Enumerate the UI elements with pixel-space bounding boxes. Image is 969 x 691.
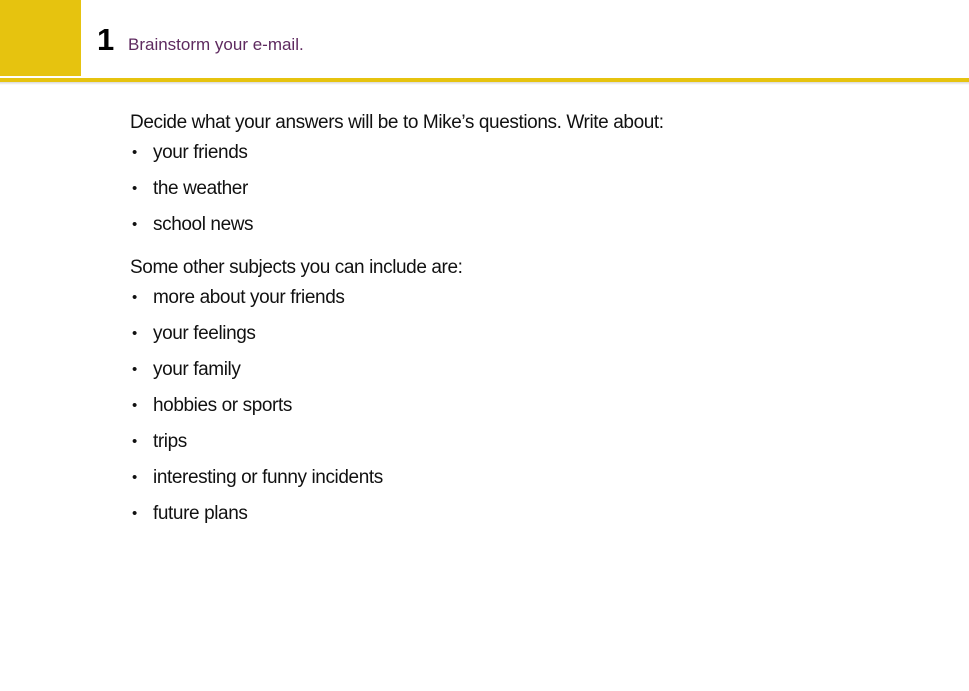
list-item <box>130 174 830 210</box>
bullet-icon: • <box>132 361 137 378</box>
list-item-label: future plans <box>153 503 248 524</box>
bullet-icon: • <box>132 325 137 342</box>
page-header <box>0 0 969 84</box>
list-item-label: school news <box>153 214 254 235</box>
list-item-label: more about your friends <box>153 287 345 308</box>
list-item <box>130 499 830 535</box>
list-item-label: the weather <box>153 178 248 199</box>
list-item-label: trips <box>153 431 187 452</box>
list-item <box>130 427 830 463</box>
list-item <box>130 355 830 391</box>
list-item <box>130 210 830 246</box>
step-number: 1 <box>97 22 115 57</box>
step-title: Brainstorm your e-mail. <box>128 35 304 54</box>
list-item <box>130 463 830 499</box>
list-item-label: interesting or funny incidents <box>153 467 383 488</box>
header-accent-block <box>0 0 81 76</box>
bullet-icon: • <box>132 216 137 233</box>
list-item-label: hobbies or sports <box>153 395 292 416</box>
section-one-list <box>130 138 830 246</box>
list-item <box>130 138 830 174</box>
section-two-list <box>130 283 830 535</box>
bullet-icon: • <box>132 180 137 197</box>
list-item <box>130 283 830 319</box>
header-rule-shadow <box>0 82 969 85</box>
list-item-label: your feelings <box>153 323 256 344</box>
page-content <box>130 108 830 535</box>
list-item-label: your family <box>153 359 241 380</box>
list-item-label: your friends <box>153 142 248 163</box>
bullet-icon: • <box>132 397 137 414</box>
bullet-icon: • <box>132 469 137 486</box>
bullet-icon: • <box>132 144 137 161</box>
bullet-icon: • <box>132 289 137 306</box>
section-one-intro: Decide what your answers will be to Mike’s questions. Write about: <box>130 112 664 133</box>
section-gap <box>130 246 830 253</box>
section-two-intro: Some other subjects you can include are: <box>130 257 463 278</box>
bullet-icon: • <box>132 505 137 522</box>
list-item <box>130 391 830 427</box>
list-item <box>130 319 830 355</box>
bullet-icon: • <box>132 433 137 450</box>
